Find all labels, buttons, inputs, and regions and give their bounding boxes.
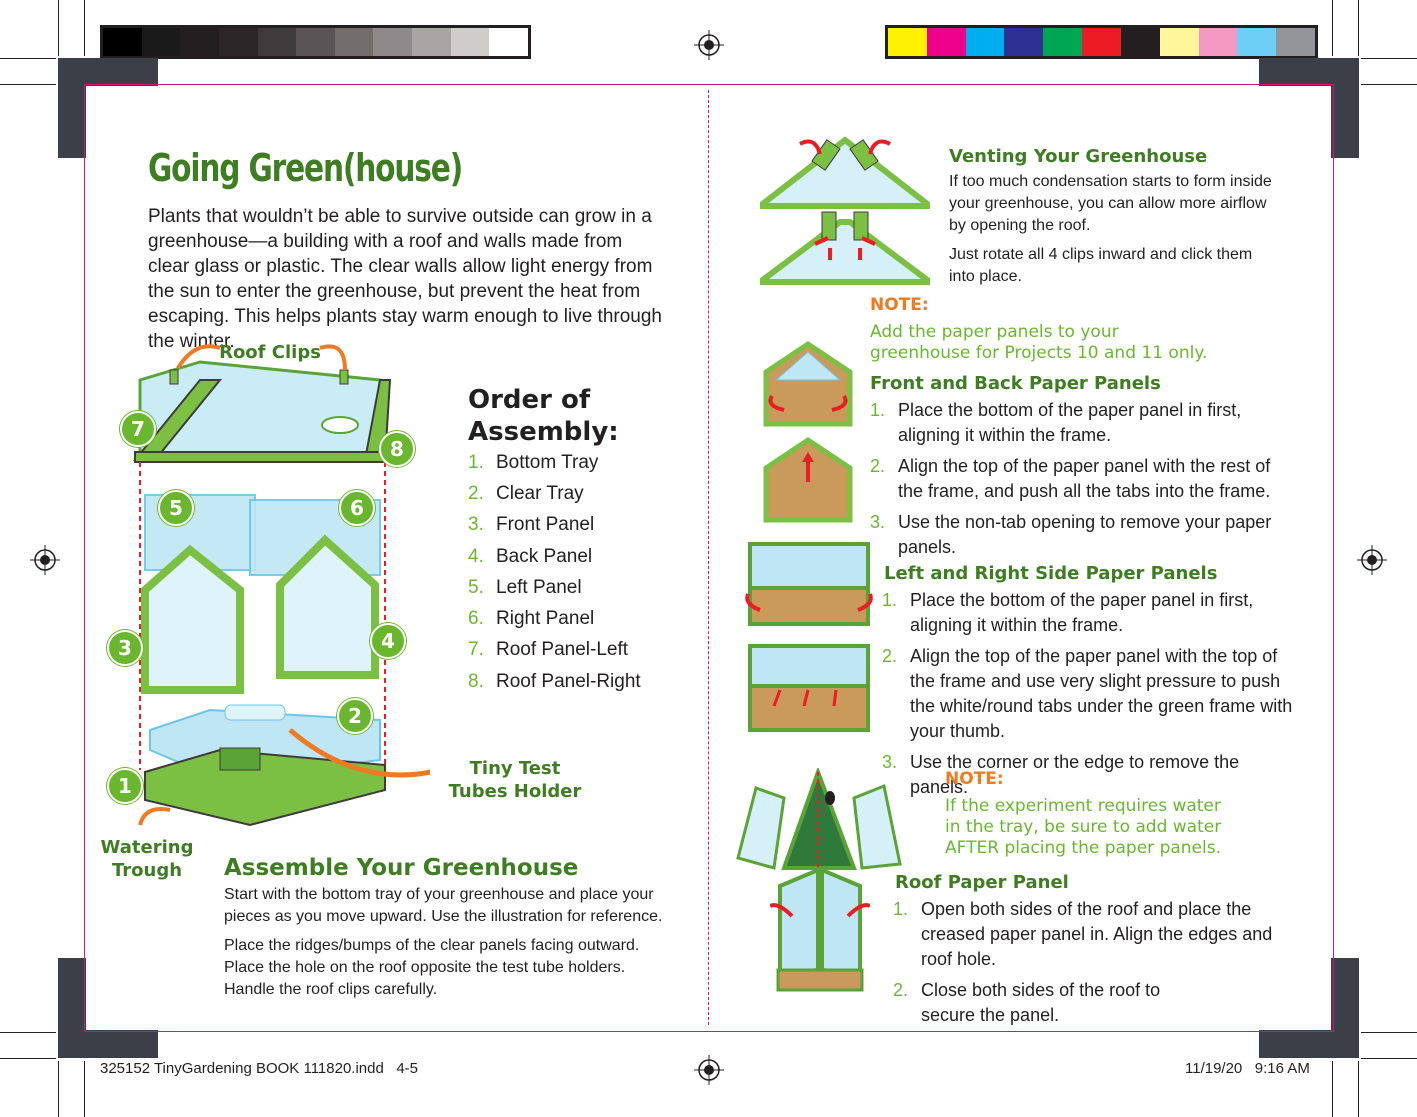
list-item: 1. Place the bottom of the paper panel in first, aligning it within the frame.	[882, 590, 1254, 635]
front-back-steps	[870, 398, 1300, 566]
vent-open-illustration	[760, 208, 930, 286]
color-swatch	[180, 28, 219, 56]
crop-mark	[1361, 1032, 1417, 1033]
color-swatch	[373, 28, 412, 56]
front-panel-push-illustration	[762, 436, 854, 524]
color-swatch	[296, 28, 335, 56]
badge-1: 1	[107, 768, 143, 804]
note-label-1: NOTE:	[870, 295, 929, 315]
callout-roof-clips: Roof Clips	[219, 342, 321, 363]
front-back-heading: Front and Back Paper Panels	[870, 373, 1161, 394]
registration-mark-icon	[1357, 545, 1387, 575]
crop-mark	[1361, 58, 1417, 59]
note-label-2: NOTE:	[945, 769, 1004, 789]
crop-mark	[1361, 1058, 1417, 1059]
registration-mark-icon	[694, 1055, 724, 1085]
order-of-assembly-heading: Order of Assembly:	[468, 385, 619, 447]
sides-heading: Left and Right Side Paper Panels	[884, 563, 1218, 584]
list-item: 1. Open both sides of the roof and place the creased paper panel in. Align the edges and roof hole.	[893, 899, 1273, 969]
color-swatch	[966, 28, 1005, 56]
assemble-paragraph-2: Place the ridges/bumps of the clear panels facing outward. Place the hole on the roof opposite the test tube holders. Handle the roof clips carefully.	[224, 937, 640, 998]
list-item: 2. Clear Tray	[468, 482, 584, 504]
registration-mark-icon	[30, 545, 60, 575]
list-item: 4. Back Panel	[468, 545, 593, 567]
badge-6: 6	[339, 490, 375, 526]
list-item: 2. Close both sides of the roof to secure the panel.	[893, 980, 1161, 1025]
crop-mark	[84, 1061, 85, 1117]
crop-mark	[1332, 1061, 1333, 1117]
list-item: 5. Left Panel	[468, 576, 582, 598]
color-swatch	[927, 28, 966, 56]
list-item: 7. Roof Panel-Left	[468, 639, 629, 661]
assemble-paragraph-1: Start with the bottom tray of your greenhouse and place your pieces as you move upward. Use the illustration for reference.	[224, 886, 663, 925]
list-item: 2. Align the top of the paper panel with the top of the frame and use very slight pressure to push the white/round tabs under the green frame with your thumb.	[882, 646, 1293, 741]
list-item: 3. Use the non-tab opening to remove your paper panels.	[870, 512, 1272, 557]
crop-mark	[84, 0, 85, 56]
assemble-heading: Assemble Your Greenhouse	[224, 855, 579, 881]
venting-paragraph-1: If too much condensation starts to form inside your greenhouse, you can allow more airflow by opening the roof.	[949, 173, 1272, 234]
list-item: 1. Bottom Tray	[468, 451, 599, 473]
badge-4: 4	[370, 623, 406, 659]
crop-mark	[1358, 0, 1359, 56]
color-swatch	[142, 28, 181, 56]
badge-7: 7	[120, 411, 156, 447]
list-item: 3. Use the corner or the edge to remove the panels.	[882, 752, 1240, 797]
badge-8: 8	[379, 431, 415, 467]
side-panel-push-illustration	[744, 642, 874, 738]
venting-heading: Venting Your Greenhouse	[949, 146, 1208, 167]
roof-panel-open-illustration	[734, 768, 904, 876]
roof-panel-close-illustration	[770, 866, 870, 994]
color-swatch	[1276, 28, 1315, 56]
callout-watering-trough: Watering Trough	[100, 837, 194, 881]
crop-mark	[1332, 0, 1333, 56]
registration-mark-icon	[694, 30, 724, 60]
front-panel-insert-illustration	[762, 340, 854, 428]
spine-fold-line	[708, 90, 709, 1025]
color-swatch	[451, 28, 490, 56]
color-swatch	[888, 28, 927, 56]
callout-tubes-holder: Tiny Test Tubes Holder	[448, 758, 582, 802]
list-item: 8. Roof Panel-Right	[468, 670, 641, 692]
color-swatch	[219, 28, 258, 56]
intro-paragraph: Plants that wouldn’t be able to survive outside can grow in a greenhouse—a building with a roof and walls made from clear glass or plastic. The clear walls allow light energy from the sun to enter the greenhouse, but prevent the heat from escaping. This helps plants stay warm enough to live through the winter.	[148, 206, 663, 352]
vent-closed-illustration	[760, 132, 930, 210]
list-item: 1. Place the bottom of the paper panel in first, aligning it within the frame.	[870, 400, 1242, 445]
roof-panel-heading: Roof Paper Panel	[895, 872, 1069, 893]
color-swatch	[103, 28, 142, 56]
page-number-left: 4	[108, 992, 121, 1013]
badge-3: 3	[107, 630, 143, 666]
crop-mark	[1361, 84, 1417, 85]
color-swatch	[1004, 28, 1043, 56]
color-swatch	[1082, 28, 1121, 56]
crop-mark	[0, 1032, 56, 1033]
order-of-assembly-list	[468, 447, 668, 697]
color-swatch	[1043, 28, 1082, 56]
note-text-1: Add the paper panels to your greenhouse for Projects 10 and 11 only.	[870, 322, 1208, 363]
venting-paragraph-2: Just rotate all 4 clips inward and click them into place.	[949, 246, 1253, 285]
grayscale-color-bar	[100, 25, 531, 59]
crop-mark	[58, 0, 59, 56]
page-title: Going Green(house)	[148, 146, 463, 190]
list-item: 3. Front Panel	[468, 514, 595, 536]
slug-file-name: 325152 TinyGardening BOOK 111820.indd 4-5	[100, 1060, 418, 1077]
list-item: 2. Align the top of the paper panel with the rest of the frame, and push all the tabs into the frame.	[870, 456, 1271, 501]
badge-5: 5	[158, 490, 194, 526]
list-item: 6. Right Panel	[468, 608, 595, 630]
crop-mark	[58, 1061, 59, 1117]
color-swatch	[1121, 28, 1160, 56]
crop-mark	[0, 84, 56, 85]
process-color-bar	[885, 25, 1318, 59]
color-swatch	[335, 28, 374, 56]
color-swatch	[412, 28, 451, 56]
color-swatch	[489, 28, 528, 56]
color-swatch	[1160, 28, 1199, 56]
color-swatch	[1199, 28, 1238, 56]
roof-panel-steps	[893, 897, 1293, 1034]
color-swatch	[258, 28, 297, 56]
crop-mark	[0, 1058, 56, 1059]
crop-mark	[1358, 1061, 1359, 1117]
color-swatch	[1237, 28, 1276, 56]
note-text-2: If the experiment requires water in the tray, be sure to add water AFTER placing the paper panels.	[945, 796, 1222, 858]
crop-mark	[0, 58, 56, 59]
side-panel-insert-illustration	[744, 540, 874, 632]
slug-datetime: 11/19/20 9:16 AM	[1185, 1060, 1310, 1077]
page-number-right: 5	[1295, 992, 1308, 1013]
badge-2: 2	[337, 698, 373, 734]
